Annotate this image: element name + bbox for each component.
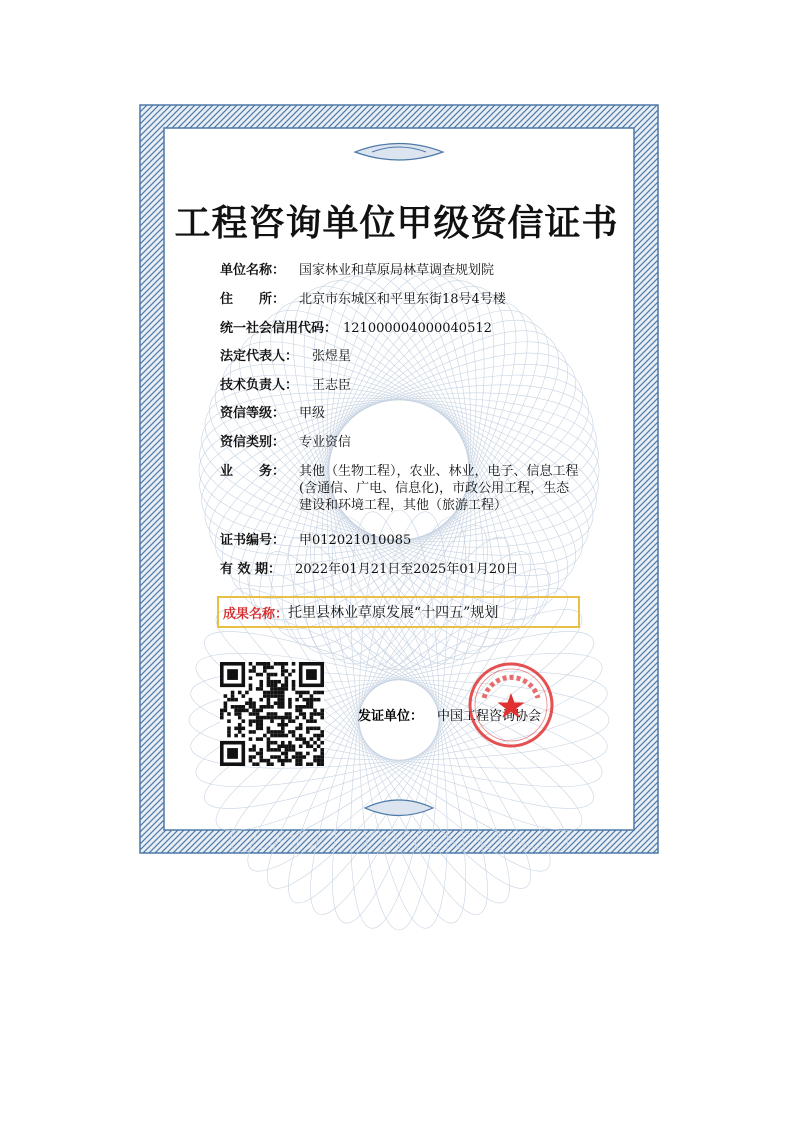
result-value: 托里县林业草原发展“十四五”规划 <box>288 605 499 621</box>
field-value: 甲级 <box>299 406 326 421</box>
issuer-label: 发证单位： <box>358 709 424 724</box>
field-value: 其他（生物工程），农业、林业，电子、信息工程(含通信、广电、信息化)，市政公用工程，生态建设和环境工程，其他（旅游工程） <box>299 464 579 513</box>
field-grade <box>220 405 325 422</box>
field-value: 北京市东城区和平里东街18号4号楼 <box>299 292 506 307</box>
field-label: 证书编号： <box>220 533 286 548</box>
field-value: 专业资信 <box>299 435 352 450</box>
field-cert-number <box>220 532 411 549</box>
field-tech-lead <box>220 377 351 394</box>
field-category <box>220 434 351 451</box>
field-label: 业 务： <box>220 464 286 479</box>
field-value: 甲012021010085 <box>299 533 412 548</box>
field-value: 张煜星 <box>312 349 352 364</box>
field-label: 单位名称： <box>220 263 286 278</box>
result-label: 成果名称： <box>223 606 289 622</box>
field-credit-code <box>220 320 492 337</box>
field-value: 王志臣 <box>312 378 352 393</box>
field-business <box>220 463 581 514</box>
field-label: 法定代表人： <box>220 349 299 364</box>
field-label: 资信等级： <box>220 406 286 421</box>
field-legal-rep <box>220 348 351 365</box>
certificate-title: 工程咨询单位甲级资信证书 <box>174 203 619 244</box>
field-value: 国家林业和草原局林草调查规划院 <box>299 263 495 278</box>
field-value: 2022年01月21日至2025年01月20日 <box>295 562 519 577</box>
field-label: 有 效 期： <box>220 562 282 577</box>
official-seal-icon <box>466 660 556 750</box>
field-label: 技术负责人： <box>220 378 299 393</box>
field-label: 住 所： <box>220 292 286 307</box>
field-label: 统一社会信用代码： <box>220 321 338 336</box>
field-value: 121000004000040512 <box>343 321 492 336</box>
field-validity <box>220 561 518 578</box>
field-label: 资信类别： <box>220 435 286 450</box>
field-unit-name <box>220 262 494 279</box>
field-address <box>220 291 506 308</box>
issuer-value: 中国工程咨询协会 <box>437 709 542 724</box>
result-highlight-box <box>217 596 580 628</box>
qr-code <box>220 662 324 766</box>
